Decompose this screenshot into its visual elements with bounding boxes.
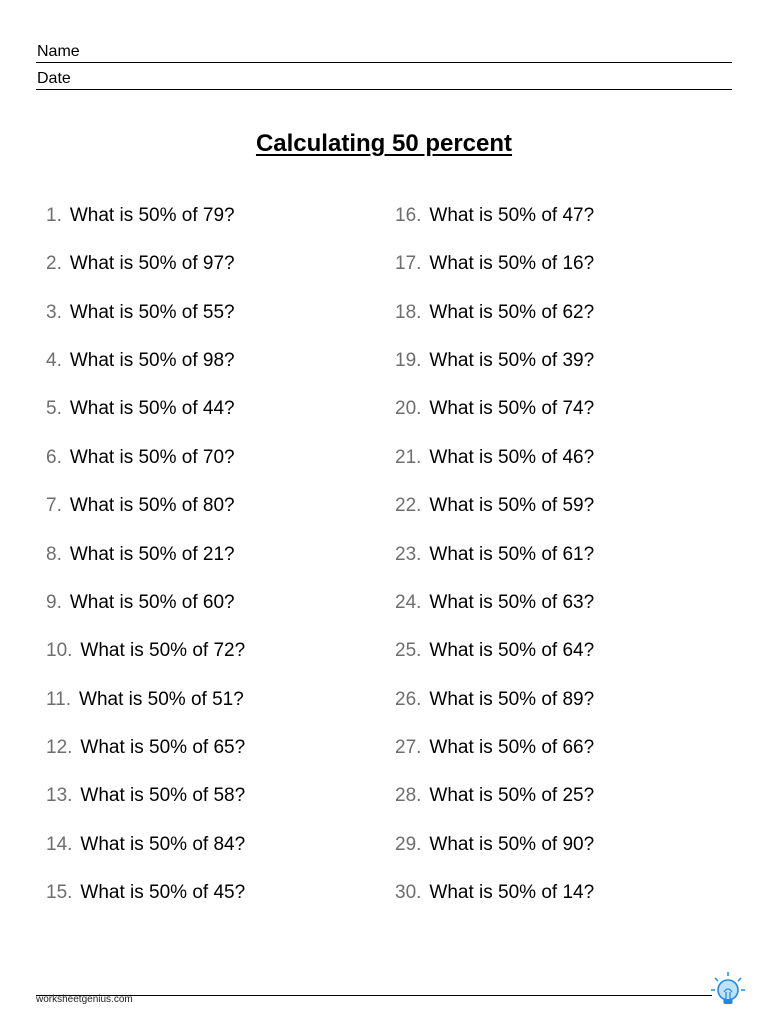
question-text: What is 50% of 61? bbox=[429, 543, 595, 565]
question-number: 3. bbox=[46, 301, 62, 323]
question-text: What is 50% of 39? bbox=[429, 350, 595, 372]
question-number: 12. bbox=[46, 736, 73, 758]
question-number: 13. bbox=[46, 785, 73, 807]
worksheet-title: Calculating 50 percent bbox=[255, 130, 513, 157]
question-text: What is 50% of 25? bbox=[429, 785, 595, 807]
question-number: 27. bbox=[395, 736, 422, 758]
question-text: What is 50% of 51? bbox=[79, 688, 244, 710]
question-item bbox=[395, 446, 594, 470]
question-text: What is 50% of 84? bbox=[80, 833, 246, 855]
question-number: 22. bbox=[395, 495, 422, 517]
question-text: What is 50% of 64? bbox=[429, 640, 595, 662]
question-number: 16. bbox=[395, 205, 422, 226]
question-item bbox=[46, 494, 235, 518]
question-item bbox=[46, 736, 245, 760]
question-text: What is 50% of 59? bbox=[429, 495, 595, 517]
question-item bbox=[46, 349, 235, 373]
question-text: What is 50% of 90? bbox=[429, 833, 595, 855]
question-text: What is 50% of 79? bbox=[69, 205, 235, 226]
question-item bbox=[46, 591, 235, 615]
question-number: 6. bbox=[46, 446, 62, 468]
question-item bbox=[46, 639, 245, 663]
question-item bbox=[395, 881, 594, 905]
question-item bbox=[46, 833, 245, 857]
question-number: 25. bbox=[395, 640, 422, 662]
question-number: 14. bbox=[46, 833, 73, 855]
question-text: What is 50% of 47? bbox=[429, 205, 595, 226]
question-number: 17. bbox=[395, 253, 422, 275]
question-number: 15. bbox=[46, 881, 73, 903]
question-text: What is 50% of 65? bbox=[80, 736, 246, 758]
question-text: What is 50% of 45? bbox=[80, 881, 246, 903]
question-text: What is 50% of 72? bbox=[80, 640, 246, 662]
question-item bbox=[395, 252, 594, 276]
question-number: 11. bbox=[46, 688, 72, 710]
question-item bbox=[395, 349, 594, 373]
question-number: 24. bbox=[395, 591, 422, 613]
question-number: 28. bbox=[395, 785, 422, 807]
question-number: 21. bbox=[395, 446, 422, 468]
question-text: What is 50% of 62? bbox=[429, 301, 595, 323]
question-number: 4. bbox=[46, 350, 62, 372]
question-item bbox=[395, 736, 594, 760]
question-text: What is 50% of 14? bbox=[429, 881, 595, 903]
question-item bbox=[46, 446, 235, 470]
question-item bbox=[46, 688, 244, 712]
date-field[interactable] bbox=[36, 70, 732, 90]
question-item bbox=[395, 639, 594, 663]
question-item bbox=[395, 784, 594, 808]
question-number: 18. bbox=[395, 301, 422, 323]
lightbulb-icon bbox=[710, 968, 746, 1008]
question-number: 20. bbox=[395, 398, 422, 420]
question-item bbox=[395, 833, 594, 857]
question-item bbox=[395, 688, 594, 712]
question-number: 8. bbox=[46, 543, 62, 565]
question-item bbox=[395, 591, 594, 615]
name-field[interactable] bbox=[36, 43, 732, 63]
question-text: What is 50% of 44? bbox=[69, 398, 235, 420]
question-item bbox=[395, 543, 594, 567]
question-number: 5. bbox=[46, 398, 62, 420]
question-text: What is 50% of 89? bbox=[429, 688, 595, 710]
question-text: What is 50% of 70? bbox=[69, 446, 235, 468]
question-item bbox=[395, 397, 594, 421]
question-item bbox=[395, 204, 594, 228]
question-text: What is 50% of 80? bbox=[69, 495, 235, 517]
question-number: 29. bbox=[395, 833, 422, 855]
question-text: What is 50% of 63? bbox=[429, 591, 595, 613]
date-label: Date bbox=[37, 70, 71, 87]
question-text: What is 50% of 46? bbox=[429, 446, 595, 468]
question-number: 10. bbox=[46, 640, 73, 662]
question-text: What is 50% of 74? bbox=[429, 398, 595, 420]
question-item bbox=[46, 204, 235, 228]
question-item bbox=[46, 543, 235, 567]
question-text: What is 50% of 60? bbox=[69, 591, 235, 613]
question-text: What is 50% of 98? bbox=[69, 350, 235, 372]
question-item bbox=[46, 881, 245, 905]
question-text: What is 50% of 21? bbox=[69, 543, 235, 565]
question-text: What is 50% of 66? bbox=[429, 736, 595, 758]
question-item bbox=[46, 252, 235, 276]
question-number: 7. bbox=[46, 495, 62, 517]
footer-site-link[interactable]: worksheetgenius.com bbox=[36, 994, 133, 1005]
question-item bbox=[46, 784, 245, 808]
question-number: 26. bbox=[395, 688, 422, 710]
question-number: 30. bbox=[395, 881, 422, 903]
footer-divider bbox=[36, 995, 712, 996]
question-number: 2. bbox=[46, 253, 62, 275]
question-text: What is 50% of 55? bbox=[69, 301, 235, 323]
question-number: 1. bbox=[46, 205, 62, 226]
question-number: 9. bbox=[46, 591, 62, 613]
question-item bbox=[395, 301, 594, 325]
question-text: What is 50% of 58? bbox=[80, 785, 246, 807]
question-item bbox=[46, 397, 235, 421]
question-item bbox=[395, 494, 594, 518]
worksheet-title-container bbox=[0, 130, 768, 158]
question-text: What is 50% of 97? bbox=[69, 253, 235, 275]
question-item bbox=[46, 301, 235, 325]
name-label: Name bbox=[37, 43, 80, 60]
question-number: 23. bbox=[395, 543, 422, 565]
question-text: What is 50% of 16? bbox=[429, 253, 595, 275]
question-number: 19. bbox=[395, 350, 422, 372]
